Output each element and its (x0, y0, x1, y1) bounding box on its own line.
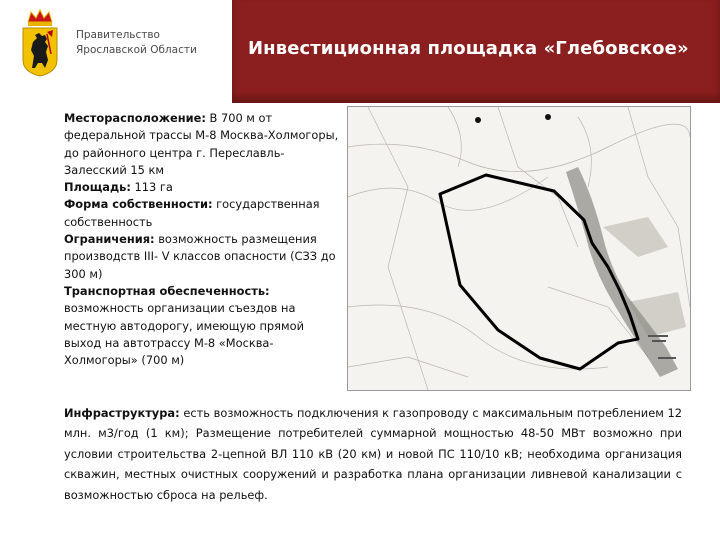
detail-transport (64, 283, 344, 369)
detail-text: возможность размещения производств III- V классов опасности (СЗЗ до 300 м) (64, 232, 336, 281)
org-name-line2: Ярославской Области (76, 44, 197, 56)
site-details (64, 110, 344, 369)
detail-text: В 700 м от федеральной трассы М-8 Москва-Холмогоры, до районного центра г. Переславль-Залесский 15 км (64, 111, 339, 177)
detail-label: Ограничения: (64, 232, 155, 247)
detail-label: Месторасположение: (64, 111, 206, 125)
site-map (347, 106, 691, 391)
detail-label: Площадь: (64, 180, 131, 195)
infrastructure-paragraph (64, 403, 682, 505)
detail-text: возможность организации съездов на местную автодорогу, имеющую прямой выход на автотрассу М-8 «Москва-Холмогоры» (700 м) (64, 301, 304, 368)
page-title: Инвестиционная площадка «Глебовское» (248, 38, 689, 59)
infrastructure-text: есть возможность подключения к газопроводу с максимальным потреблением 12 млн. м3/год (1 км); Размещение потребителей суммарной мощностью 48-50 МВт возможно при условии строительства 2-цепной ВЛ 110 кВ (20 км) и новой ПС 110/10 кВ; необходима организация скважин, местных очистных сооружений и разработка плана организации ливневой канализации с возможностью сброса на рельеф. (64, 406, 682, 502)
detail-text: государственная собственность (64, 197, 320, 229)
detail-location (64, 110, 344, 179)
organization-name (76, 28, 197, 58)
org-name-line1: Правительство (76, 29, 160, 41)
coat-of-arms-icon (20, 8, 60, 78)
site-boundary-map-icon (348, 107, 690, 390)
detail-text: 113 га (130, 180, 173, 195)
header-logo-block (0, 0, 232, 103)
detail-restrictions (64, 231, 344, 283)
infrastructure-label: Инфраструктура: (64, 406, 180, 420)
detail-label: Транспортная обеспеченность: (64, 283, 270, 298)
detail-area (64, 179, 344, 196)
detail-label: Форма собственности: (64, 197, 213, 212)
detail-ownership (64, 196, 344, 231)
